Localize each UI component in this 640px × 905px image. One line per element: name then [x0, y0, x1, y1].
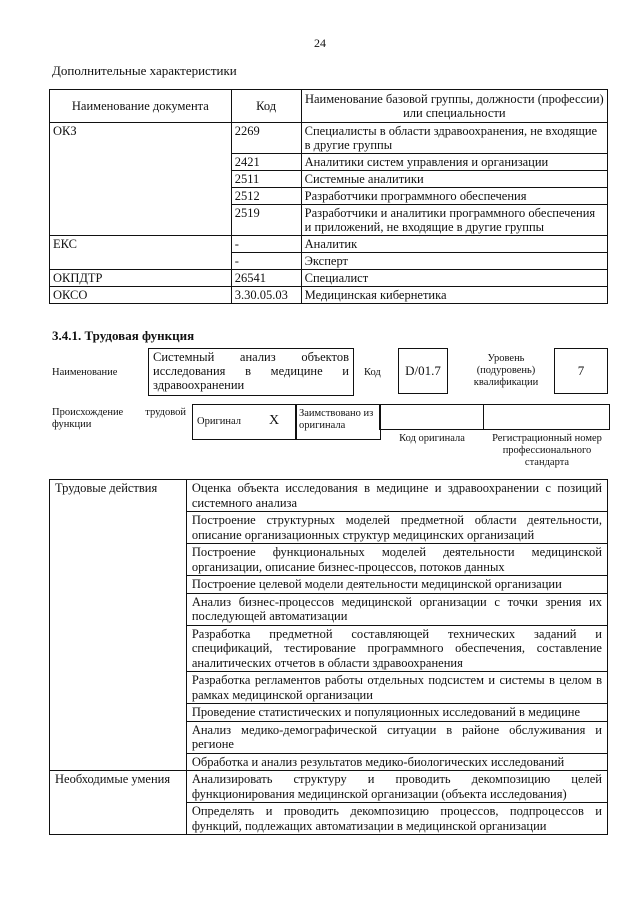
doc-cell: ЕКС [50, 236, 232, 270]
name-cell: Аналитик [301, 236, 607, 253]
code-cell: 2421 [231, 154, 301, 171]
group-label: Необходимые умения [50, 771, 187, 835]
page-number: 24 [314, 36, 326, 50]
classification-table [49, 89, 608, 304]
reg-number-label: Регистрационный номер профессионального стандарта [492, 433, 602, 468]
table-row [50, 123, 608, 154]
code-original-cell [379, 404, 484, 430]
column-header: Наименование документа [50, 90, 232, 123]
column-header: Код [231, 90, 301, 123]
column-header: Наименование базовой группы, должности (профессии) или специальности [301, 90, 607, 123]
list-item: Построение структурных моделей предметной области деятельности, описание организационных структур медицинских организаций [186, 512, 607, 544]
list-item: Анализ бизнес-процессов медицинской организации с точки зрения их последующей автоматизации [186, 593, 607, 625]
code-cell: 3.30.05.03 [231, 287, 301, 304]
origin-label [52, 407, 186, 431]
level-box: 7 [554, 348, 608, 394]
name-cell: Системные аналитики [301, 171, 607, 188]
function-heading: 3.4.1. Трудовая функция [52, 328, 195, 343]
list-item: Проведение статистических и популяционных исследований в медицине [186, 704, 607, 722]
original-mark: X [269, 413, 280, 428]
name-label: Наименование [52, 367, 118, 378]
original-cell [192, 404, 297, 440]
borrowed-cell [295, 404, 381, 440]
name-cell: Разработчики и аналитики программного обеспечения и приложений, не входящие в другие группы [301, 205, 607, 236]
table-row [50, 270, 608, 287]
list-item: Построение целевой модели деятельности медицинской организации [186, 576, 607, 594]
function-table [49, 479, 608, 835]
name-cell: Эксперт [301, 253, 607, 270]
code-label: Код [364, 367, 381, 378]
list-item: Анализировать структуру и проводить декомпозицию целей функционирования медицинской организации (объекта исследования) [186, 771, 607, 803]
code-cell: 2512 [231, 188, 301, 205]
list-item: Разработка предметной составляющей технических заданий и спецификаций, тестирование программного обеспечения, составление аналитических отчетов в области здравоохранения [186, 625, 607, 672]
name-cell: Аналитики систем управления и организации [301, 154, 607, 171]
code-cell: - [231, 236, 301, 253]
table-row [50, 287, 608, 304]
reg-number-cell [483, 404, 610, 430]
doc-cell: ОКПДТР [50, 270, 232, 287]
table-header-row [50, 90, 608, 123]
code-cell: - [231, 253, 301, 270]
borrowed-label: Заимствовано из оригинала [299, 408, 374, 431]
name-cell: Медицинская кибернетика [301, 287, 607, 304]
function-code-box: D/01.7 [398, 348, 448, 394]
table-row [50, 236, 608, 253]
table-row [50, 771, 608, 803]
code-cell: 2511 [231, 171, 301, 188]
list-item: Построение функциональных моделей деятельности медицинской организации, описание бизнес-процессов, потоков данных [186, 544, 607, 576]
original-label: Оригинал [197, 416, 241, 427]
origin-label-text: Происхождение трудовой функции [52, 407, 186, 430]
name-cell: Специалисты в области здравоохранения, не входящие в другие группы [301, 123, 607, 154]
group-label: Трудовые действия [50, 480, 187, 771]
doc-cell: ОКЗ [50, 123, 232, 236]
code-cell: 2269 [231, 123, 301, 154]
function-name-box: Системный анализ объектов исследования в медицине и здравоохранении [148, 348, 354, 396]
list-item: Анализ медико-демографической ситуации в районе обслуживания и регионе [186, 721, 607, 753]
list-item: Оценка объекта исследования в медицине и здравоохранении с позиций системного анализа [186, 480, 607, 512]
list-item: Разработка регламентов работы отдельных подсистем и системы в целом в рамках медицинской организации [186, 672, 607, 704]
section-heading: Дополнительные характеристики [52, 63, 237, 78]
doc-cell: ОКСО [50, 287, 232, 304]
list-item: Определять и проводить декомпозицию процессов, подпроцессов и функций, подлежащих автоматизации в медицинской организации [186, 803, 607, 835]
name-cell: Специалист [301, 270, 607, 287]
name-cell: Разработчики программного обеспечения [301, 188, 607, 205]
table-row [50, 480, 608, 512]
code-original-label: Код оригинала [399, 433, 465, 444]
code-cell: 2519 [231, 205, 301, 236]
list-item: Обработка и анализ результатов медико-биологических исследований [186, 753, 607, 771]
code-cell: 26541 [231, 270, 301, 287]
level-label: Уровень (подуровень) квалификации [473, 353, 539, 388]
